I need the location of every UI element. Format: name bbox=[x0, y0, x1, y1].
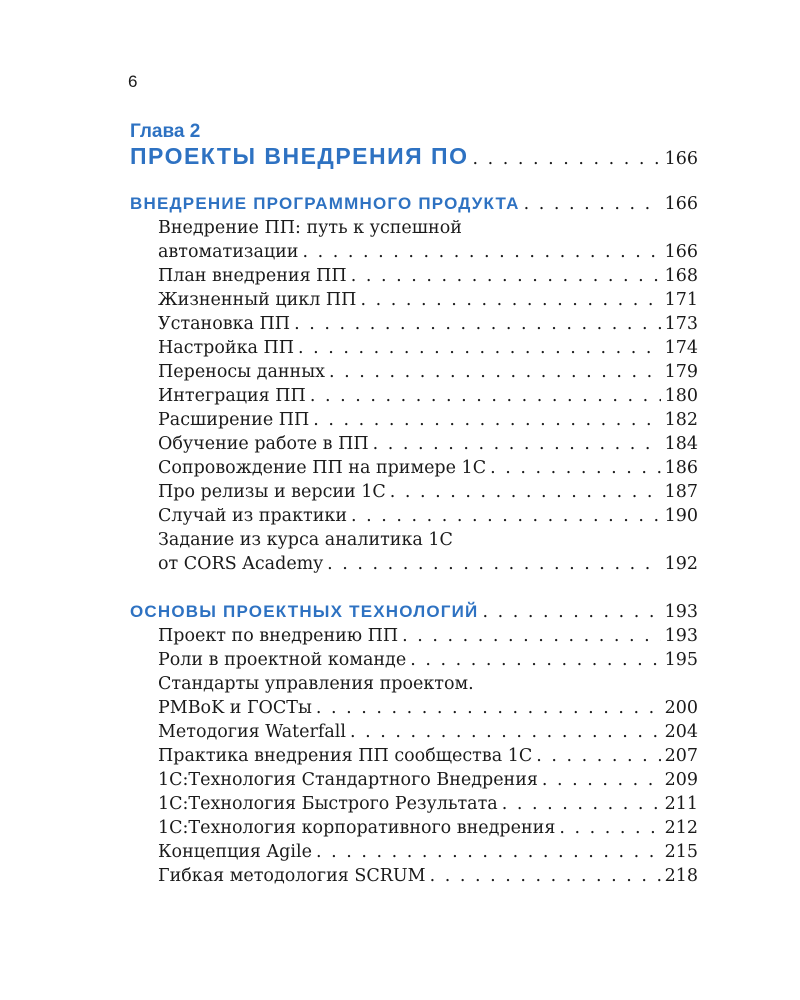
section-heading-entry bbox=[130, 600, 698, 624]
toc-entry bbox=[130, 360, 698, 384]
toc-entry bbox=[130, 480, 698, 504]
dot-leader bbox=[298, 336, 661, 360]
chapter-title-entry bbox=[130, 144, 698, 168]
dot-leader bbox=[390, 480, 661, 504]
toc-entry-page: 179 bbox=[664, 362, 698, 382]
toc-entry-title: План внедрения ПП bbox=[158, 266, 347, 286]
toc-entry-title: Настройка ПП bbox=[158, 338, 295, 358]
dot-leader bbox=[316, 696, 661, 720]
dot-leader bbox=[402, 624, 660, 648]
toc-entry-first-line: Внедрение ПП: путь к успешной bbox=[158, 218, 462, 238]
dot-leader bbox=[490, 456, 661, 480]
toc-entry-title: Обучение работе в ПП bbox=[158, 434, 369, 454]
toc-entry-first-line: Стандарты управления проектом. bbox=[158, 674, 474, 694]
dot-leader bbox=[482, 600, 660, 624]
toc-entry-title: Сопровождение ПП на примере 1С bbox=[158, 458, 487, 478]
toc-entry-page: 173 bbox=[664, 314, 698, 334]
toc-entry bbox=[130, 696, 698, 720]
dot-leader bbox=[360, 288, 660, 312]
toc-entry-title: Переносы данных bbox=[158, 362, 326, 382]
dot-leader bbox=[536, 744, 660, 768]
sections bbox=[130, 192, 698, 888]
dot-leader bbox=[559, 816, 660, 840]
toc-entry bbox=[130, 384, 698, 408]
toc-entry-page: 195 bbox=[664, 650, 698, 670]
toc-entry-page: 207 bbox=[664, 746, 698, 766]
toc-entry-page: 209 bbox=[664, 770, 698, 790]
toc-entry-page: 193 bbox=[664, 626, 698, 646]
section-page: 166 bbox=[664, 194, 698, 214]
toc-entry bbox=[130, 408, 698, 432]
toc-entry-page: 174 bbox=[664, 338, 698, 358]
toc-entry-first-line: Задание из курса аналитика 1С bbox=[158, 530, 453, 550]
chapter-label: Глава 2 bbox=[130, 121, 201, 142]
dot-leader bbox=[502, 792, 661, 816]
toc-entry-page: 187 bbox=[664, 482, 698, 502]
toc-entry-page: 168 bbox=[664, 266, 698, 286]
toc-entry bbox=[130, 336, 698, 360]
dot-leader bbox=[316, 840, 661, 864]
table-of-contents bbox=[130, 120, 698, 888]
toc-entry bbox=[130, 744, 698, 768]
toc-entry-page: 184 bbox=[664, 434, 698, 454]
toc-entry-title: Жизненный цикл ПП bbox=[158, 290, 357, 310]
dot-leader bbox=[350, 720, 661, 744]
toc-entry bbox=[130, 720, 698, 744]
toc-entry-page: 200 bbox=[664, 698, 698, 718]
page-number: 6 bbox=[128, 72, 138, 91]
toc-entry-title: Гибкая методология SCRUM bbox=[158, 866, 426, 886]
toc-entry bbox=[130, 864, 698, 888]
toc-entry-title: Роли в проектной команде bbox=[158, 650, 407, 670]
dot-leader bbox=[351, 264, 661, 288]
section-heading-entry bbox=[130, 192, 698, 216]
dot-leader bbox=[373, 432, 661, 456]
toc-entry bbox=[130, 624, 698, 648]
toc-entry-page: 182 bbox=[664, 410, 698, 430]
toc-entry bbox=[130, 240, 698, 264]
dot-leader bbox=[327, 552, 660, 576]
section-title: ВНЕДРЕНИЕ ПРОГРАММНОГО ПРОДУКТА bbox=[130, 194, 520, 213]
toc-entry-page: 186 bbox=[664, 458, 698, 478]
toc-entry-page: 180 bbox=[664, 386, 698, 406]
toc-entry-title: Расширение ПП bbox=[158, 410, 310, 430]
toc-entry-title: Установка ПП bbox=[158, 314, 291, 334]
toc-entry-title: от CORS Academy bbox=[158, 554, 324, 574]
toc-entry bbox=[130, 648, 698, 672]
toc-entry bbox=[130, 552, 698, 576]
toc-entry-title: Практика внедрения ПП сообщества 1С bbox=[158, 746, 533, 766]
section-title: ОСНОВЫ ПРОЕКТНЫХ ТЕХНОЛОГИЙ bbox=[130, 602, 479, 621]
toc-entry-title: Методогия Waterfall bbox=[158, 722, 346, 742]
chapter-page: 166 bbox=[664, 149, 698, 169]
dot-leader bbox=[313, 408, 660, 432]
dot-leader bbox=[294, 312, 661, 336]
dot-leader bbox=[410, 648, 660, 672]
toc-entry bbox=[130, 264, 698, 288]
toc-entry-title: PMBoK и ГОСТы bbox=[158, 698, 312, 718]
toc-entry-page: 218 bbox=[664, 866, 698, 886]
toc-entry-title: 1С:Технология корпоративного внедрения bbox=[158, 818, 556, 838]
toc-entry bbox=[130, 456, 698, 480]
toc-entry-page: 212 bbox=[664, 818, 698, 838]
dot-leader bbox=[329, 360, 661, 384]
dot-leader bbox=[430, 864, 661, 888]
toc-entry-page: 190 bbox=[664, 506, 698, 526]
toc-entry-title: Интеграция ПП bbox=[158, 386, 306, 406]
chapter-title: ПРОЕКТЫ ВНЕДРЕНИЯ ПО bbox=[130, 143, 469, 169]
toc-entry-page: 215 bbox=[664, 842, 698, 862]
dot-leader bbox=[524, 192, 661, 216]
dot-leader bbox=[472, 147, 660, 171]
toc-entry bbox=[130, 504, 698, 528]
toc-entry bbox=[130, 768, 698, 792]
toc-entry-title: 1С:Технология Быстрого Результата bbox=[158, 794, 498, 814]
toc-entry bbox=[130, 816, 698, 840]
toc-entry-page: 166 bbox=[664, 242, 698, 262]
toc-entry-title: Проект по внедрению ПП bbox=[158, 626, 399, 646]
toc-entry-page: 171 bbox=[664, 290, 698, 310]
toc-entry bbox=[130, 840, 698, 864]
dot-leader bbox=[302, 240, 660, 264]
toc-entry-title: Про релизы и версии 1С bbox=[158, 482, 386, 502]
toc-entry-title: Концепция Agile bbox=[158, 842, 312, 862]
dot-leader bbox=[351, 504, 661, 528]
section-page: 193 bbox=[664, 602, 698, 622]
toc-entry-page: 204 bbox=[664, 722, 698, 742]
toc-entry-title: автоматизации bbox=[158, 242, 299, 262]
toc-entry-title: 1С:Технология Стандартного Внедрения bbox=[158, 770, 538, 790]
toc-entry-page: 211 bbox=[664, 794, 698, 814]
dot-leader bbox=[310, 384, 661, 408]
toc-entry bbox=[130, 432, 698, 456]
toc-entry bbox=[130, 312, 698, 336]
toc-entry bbox=[130, 792, 698, 816]
toc-entry bbox=[130, 288, 698, 312]
toc-entry-page: 192 bbox=[664, 554, 698, 574]
dot-leader bbox=[542, 768, 661, 792]
toc-entry-title: Случай из практики bbox=[158, 506, 347, 526]
